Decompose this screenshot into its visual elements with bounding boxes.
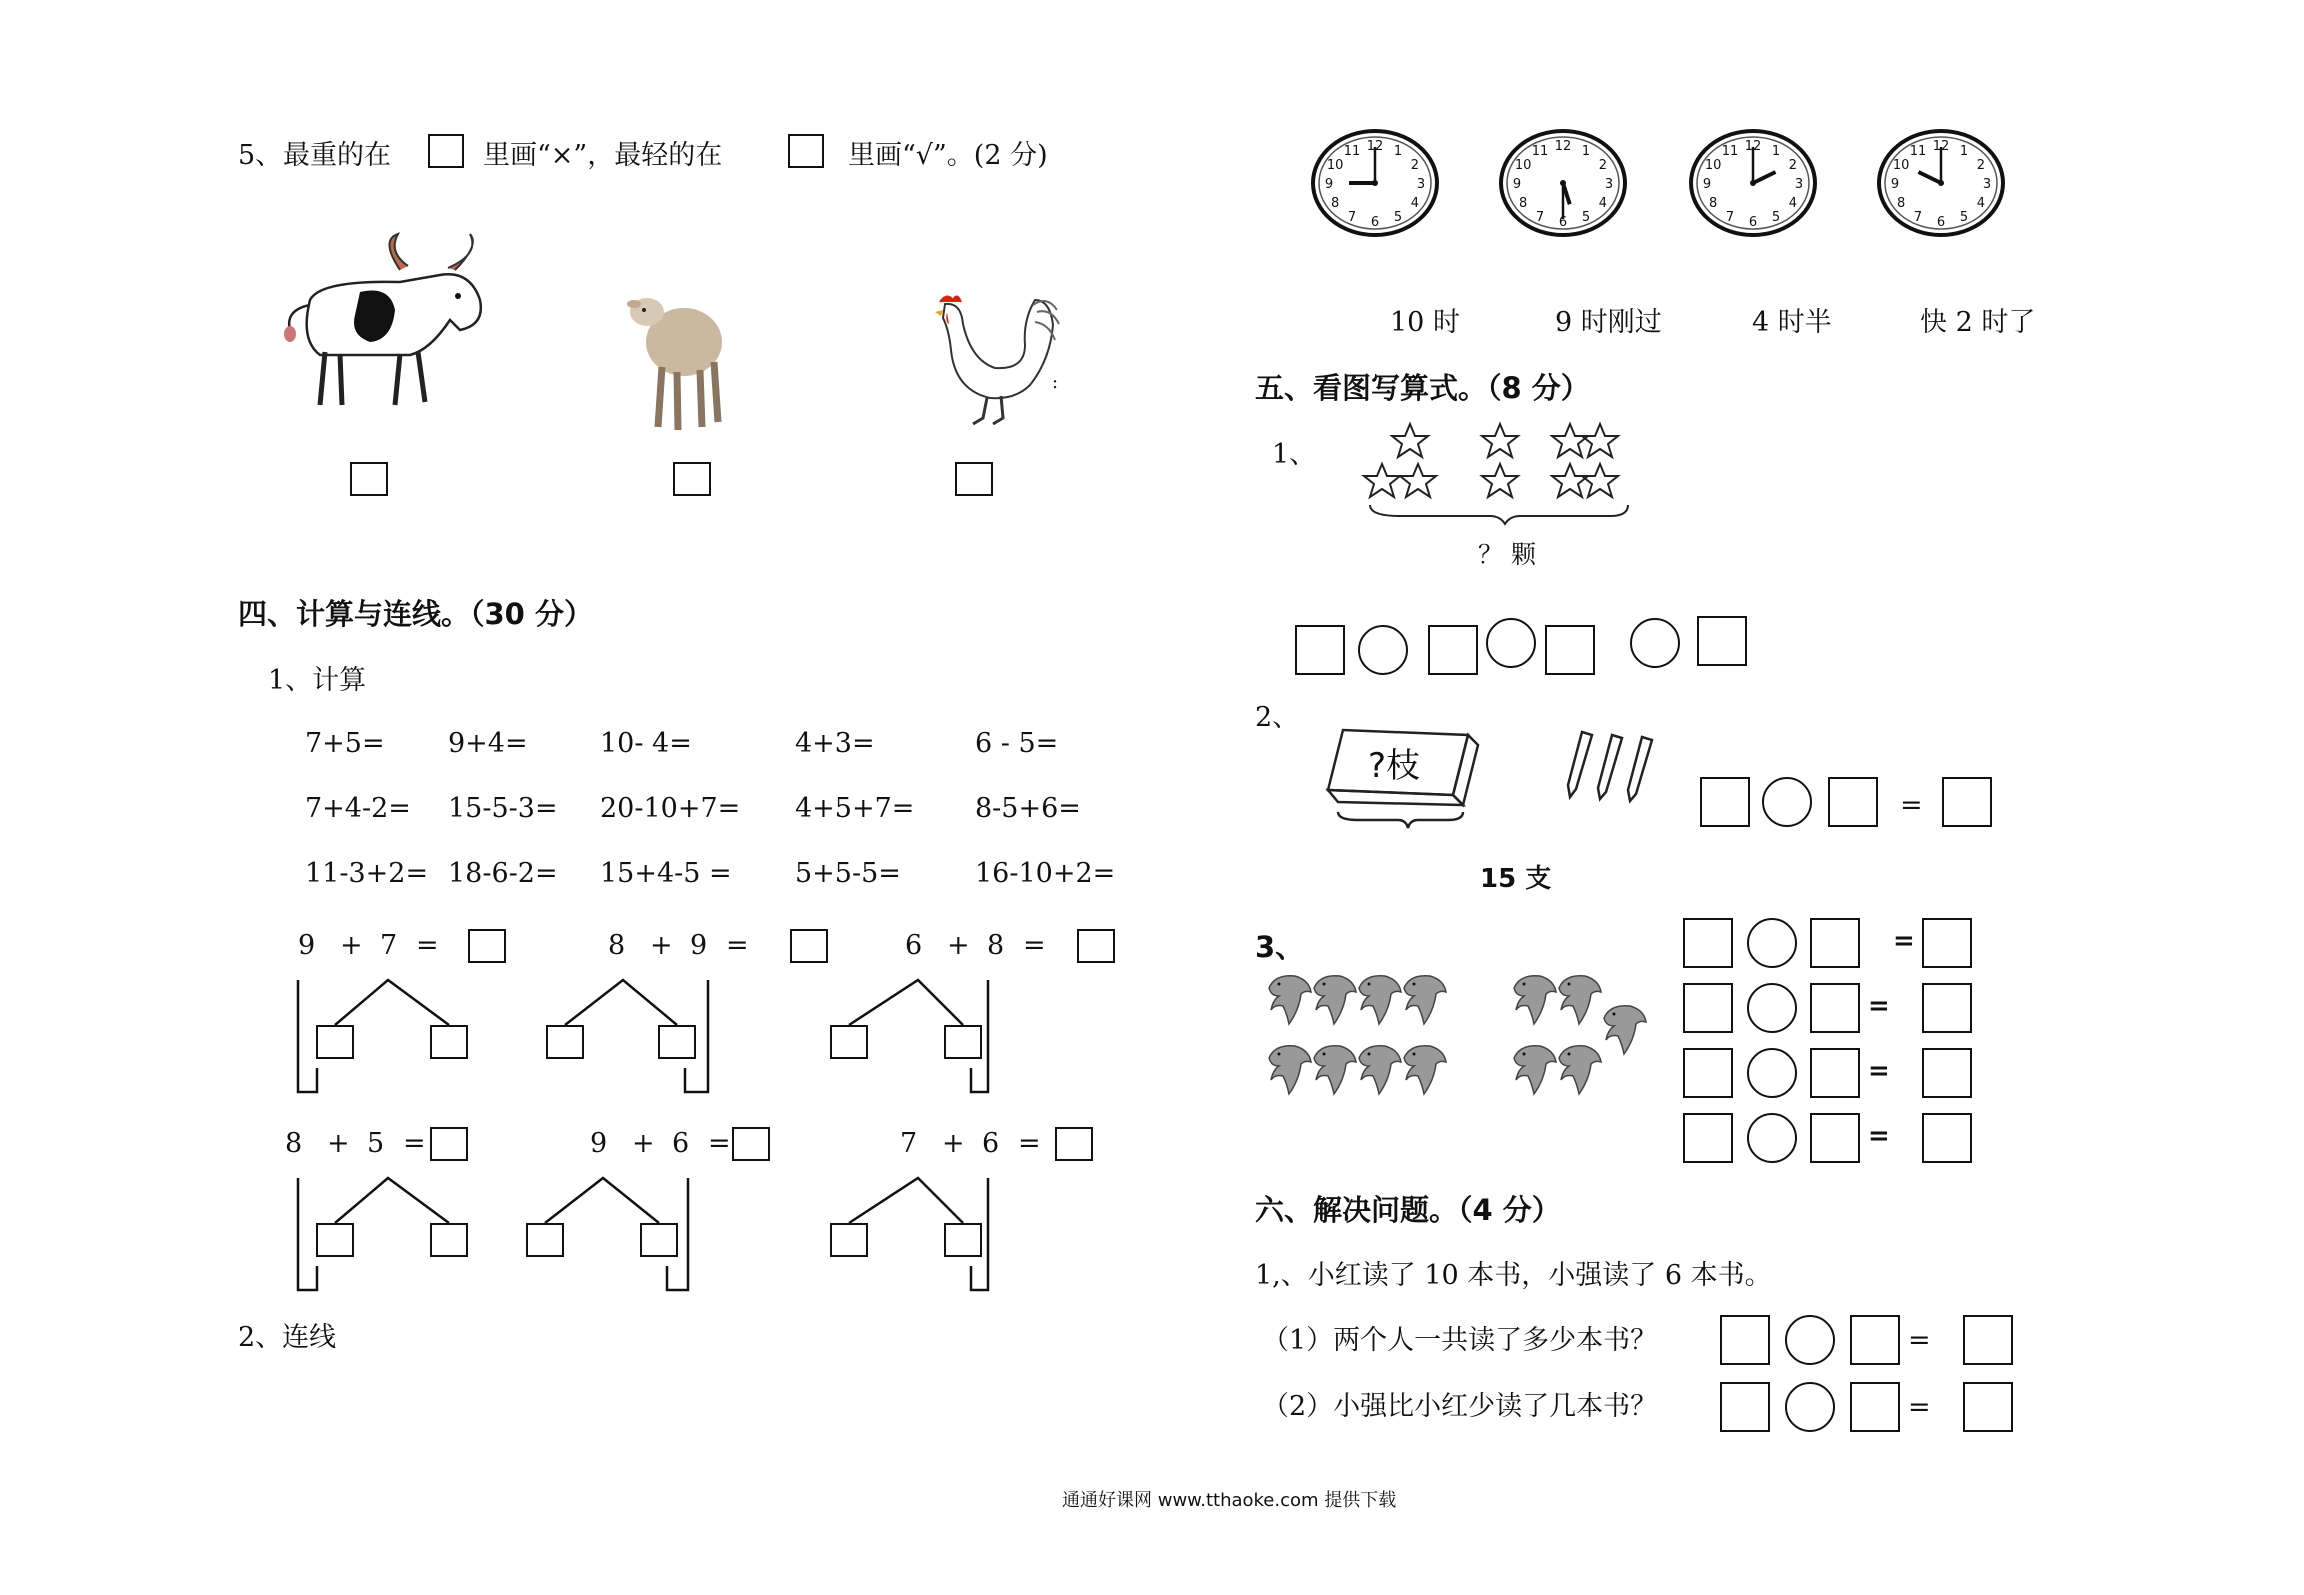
q3-equals: =	[1868, 991, 1890, 1021]
q3-circle[interactable]	[1747, 983, 1797, 1033]
footer: 通通好课网 www.tthaoke.com 提供下载	[1062, 1490, 1397, 1511]
s6-circle[interactable]	[1785, 1315, 1835, 1365]
cow-illustration	[280, 230, 500, 415]
q3-box-b[interactable]	[1810, 1113, 1860, 1163]
split-addend-a: 6	[905, 930, 923, 961]
split-plus: +	[632, 1128, 655, 1159]
stars-caption: ？ 颗	[1478, 540, 1536, 569]
calc-answer-blank[interactable]	[1075, 793, 1135, 827]
svg-text:11: 11	[1531, 144, 1549, 160]
svg-text:3: 3	[1416, 177, 1426, 192]
split-addend-a: 7	[900, 1128, 918, 1159]
svg-text:1: 1	[1959, 144, 1969, 160]
s6-box-result[interactable]	[1963, 1382, 2013, 1432]
q5-number: 5、	[238, 140, 283, 171]
q3-equals: =	[1868, 1121, 1890, 1151]
svg-text:12: 12	[1366, 139, 1384, 154]
svg-text:7: 7	[1535, 209, 1545, 225]
q3-box-result[interactable]	[1922, 1048, 1972, 1098]
calc-answer-blank[interactable]	[730, 858, 790, 892]
svg-text:7: 7	[1913, 209, 1923, 225]
dolphin-icon	[1510, 1040, 1560, 1098]
q2-box-1[interactable]	[1700, 777, 1750, 827]
calc-expression: 9+4=	[448, 728, 528, 759]
split-part-box-left[interactable]	[830, 1025, 868, 1059]
calc-expression: 8-5+6=	[975, 793, 1081, 824]
q2-box-3[interactable]	[1942, 777, 1992, 827]
q2-circle[interactable]	[1762, 777, 1812, 827]
q5-lightest-sample-box	[788, 134, 824, 168]
dolphin-icon	[1265, 970, 1315, 1028]
section5-title: 五、看图写算式。（8 分）	[1255, 371, 1590, 405]
section6-title: 六、解决问题。（4 分）	[1255, 1193, 1561, 1227]
calc-expression: 4+5+7=	[795, 793, 915, 824]
calc-expression: 5+5-5=	[795, 858, 901, 889]
calc-expression: 7+4-2=	[305, 793, 411, 824]
svg-text:2: 2	[1410, 158, 1419, 173]
calc-answer-blank[interactable]	[895, 793, 955, 827]
svg-text:12: 12	[1554, 139, 1572, 154]
q3-circle[interactable]	[1747, 1113, 1797, 1163]
svg-text:8: 8	[1897, 196, 1906, 211]
calc-expression: 4+3=	[795, 728, 875, 759]
split-plus: +	[947, 930, 970, 961]
split-addend-a: 8	[608, 930, 626, 961]
svg-text:3: 3	[1794, 177, 1804, 192]
split-equals: =	[1023, 930, 1046, 961]
split-addend-b: 7	[380, 930, 398, 961]
svg-text:3: 3	[1604, 177, 1614, 192]
section6-part2: （2）小强比小红少读了几本书？	[1262, 1391, 1658, 1422]
analog-clock	[1310, 128, 1440, 238]
q3-equals: =	[1893, 926, 1915, 956]
q1-box-2[interactable]	[1428, 625, 1478, 675]
svg-text:1: 1	[1393, 144, 1403, 160]
section5-q2-number: 2、	[1255, 702, 1300, 733]
s6-box-b[interactable]	[1850, 1315, 1900, 1365]
split-result-box[interactable]	[1055, 1127, 1093, 1161]
sheep-answer-box[interactable]	[673, 462, 711, 496]
calc-expression: 6 - 5=	[975, 728, 1059, 759]
split-part-box-right[interactable]	[430, 1025, 468, 1059]
pencil-total: 15 支	[1480, 864, 1552, 894]
svg-text:6: 6	[1936, 215, 1946, 230]
s6-box-b[interactable]	[1850, 1382, 1900, 1432]
q2-box-2[interactable]	[1828, 777, 1878, 827]
calc-answer-blank[interactable]	[375, 728, 435, 762]
calc-expression: 15-5-3=	[448, 793, 558, 824]
split-equals: =	[1018, 1128, 1041, 1159]
split-part-box-right[interactable]	[658, 1025, 696, 1059]
split-part-box-left[interactable]	[830, 1223, 868, 1257]
analog-clock	[1498, 128, 1628, 238]
split-part-box-right[interactable]	[430, 1223, 468, 1257]
split-equals: =	[416, 930, 439, 961]
svg-text:2: 2	[1976, 158, 1985, 173]
split-part-box-right[interactable]	[944, 1223, 982, 1257]
q1-circle-2[interactable]	[1486, 618, 1536, 668]
calc-answer-blank[interactable]	[700, 728, 760, 762]
split-addend-b: 5	[367, 1128, 385, 1159]
split-equals: =	[403, 1128, 426, 1159]
dolphin-icon	[1510, 970, 1560, 1028]
svg-text:4: 4	[1410, 196, 1419, 211]
svg-text:2: 2	[1598, 158, 1607, 173]
svg-text:3: 3	[1982, 177, 1992, 192]
split-result-box[interactable]	[430, 1127, 468, 1161]
calc-answer-blank[interactable]	[895, 858, 955, 892]
split-equals: =	[708, 1128, 731, 1159]
svg-text:5: 5	[1959, 209, 1969, 225]
svg-text:8: 8	[1709, 196, 1718, 211]
calc-answer-blank[interactable]	[518, 728, 578, 762]
analog-clock	[1876, 128, 2006, 238]
svg-text:11: 11	[1721, 144, 1739, 160]
svg-text:9: 9	[1512, 177, 1522, 192]
split-part-box-left[interactable]	[526, 1223, 564, 1257]
calc-answer-blank[interactable]	[730, 793, 790, 827]
s6-circle[interactable]	[1785, 1382, 1835, 1432]
calc-answer-blank[interactable]	[1105, 858, 1165, 892]
stars-illustration	[1360, 420, 1660, 530]
section6-q1: 1,、小红读了 10 本书，小强读了 6 本书。	[1255, 1260, 1772, 1291]
svg-text:8: 8	[1519, 196, 1528, 211]
svg-text:9: 9	[1324, 177, 1334, 192]
svg-text:5: 5	[1581, 209, 1591, 225]
split-result-box[interactable]	[732, 1127, 770, 1161]
svg-text:9: 9	[1890, 177, 1900, 192]
s6-box-a[interactable]	[1720, 1382, 1770, 1432]
cow-answer-box[interactable]	[350, 462, 388, 496]
q1-box-1[interactable]	[1295, 625, 1345, 675]
split-part-box-right[interactable]	[640, 1223, 678, 1257]
split-result-box[interactable]	[468, 929, 506, 963]
q2-equals: =	[1900, 790, 1923, 821]
svg-text:4: 4	[1788, 196, 1797, 211]
clock-label-1[interactable]: 10 时	[1390, 307, 1460, 338]
q1-box-3[interactable]	[1545, 625, 1595, 675]
rooster-illustration	[925, 290, 1065, 430]
q3-box-a[interactable]	[1683, 983, 1733, 1033]
svg-text:4: 4	[1976, 196, 1985, 211]
q3-box-result[interactable]	[1922, 918, 1972, 968]
q3-box-result[interactable]	[1922, 1113, 1972, 1163]
svg-text:11: 11	[1909, 144, 1927, 160]
svg-text:2: 2	[1788, 158, 1797, 173]
calc-expression: 7+5=	[305, 728, 385, 759]
split-addend-b: 8	[987, 930, 1005, 961]
split-plus: +	[340, 930, 363, 961]
svg-text:8: 8	[1331, 196, 1340, 211]
split-plus: +	[327, 1128, 350, 1159]
calc-expression: 18-6-2=	[448, 858, 558, 889]
svg-text:11: 11	[1343, 144, 1361, 160]
q3-circle[interactable]	[1747, 1048, 1797, 1098]
split-addend-a: 9	[590, 1128, 608, 1159]
q3-box-b[interactable]	[1810, 1048, 1860, 1098]
q1-box-4[interactable]	[1697, 616, 1747, 666]
split-addend-b: 6	[982, 1128, 1000, 1159]
section6-part1: （1）两个人一共读了多少本书？	[1262, 1325, 1658, 1356]
q5-heaviest-sample-box	[428, 134, 464, 168]
q3-box-a[interactable]	[1683, 918, 1733, 968]
rooster-answer-box[interactable]	[955, 462, 993, 496]
svg-text:6: 6	[1748, 215, 1758, 230]
split-addend-a: 8	[285, 1128, 303, 1159]
section4-sub1: 1、计算	[268, 665, 367, 696]
svg-text:7: 7	[1347, 209, 1357, 225]
pencils-illustration	[1562, 727, 1662, 802]
clock-label-2[interactable]: 9 时刚过	[1555, 307, 1662, 338]
q5-text-c: 里画“√”。(2 分)	[848, 140, 1048, 171]
dolphin-icon	[1355, 970, 1405, 1028]
dolphin-icon	[1600, 1000, 1650, 1058]
clock-label-4[interactable]: 快 2 时了	[1920, 307, 2036, 338]
split-result-box[interactable]	[790, 929, 828, 963]
dolphin-icon	[1310, 1040, 1360, 1098]
svg-text:6: 6	[1370, 215, 1380, 230]
dolphin-icon	[1355, 1040, 1405, 1098]
svg-text:6: 6	[1558, 215, 1568, 230]
s6-box-a[interactable]	[1720, 1315, 1770, 1365]
dolphin-icon	[1265, 1040, 1315, 1098]
q5-text-b: 里画“×”，最轻的在	[483, 140, 723, 171]
q1-circle-1[interactable]	[1358, 625, 1408, 675]
q3-equals: =	[1868, 1056, 1890, 1086]
split-result-box[interactable]	[1077, 929, 1115, 963]
svg-text:12: 12	[1932, 139, 1950, 154]
svg-text:1: 1	[1581, 144, 1591, 160]
q3-circle[interactable]	[1747, 918, 1797, 968]
svg-text:10: 10	[1514, 158, 1532, 173]
split-plus: +	[942, 1128, 965, 1159]
section4-sub2: 2、连线	[238, 1322, 337, 1353]
svg-text:4: 4	[1598, 196, 1607, 211]
split-addend-a: 9	[298, 930, 316, 961]
s6-equals: =	[1908, 1392, 1931, 1423]
split-part-box-left[interactable]	[316, 1025, 354, 1059]
svg-text:7: 7	[1725, 209, 1735, 225]
q1-circle-3[interactable]	[1630, 618, 1680, 668]
calc-expression: 20-10+7=	[600, 793, 741, 824]
calc-expression: 16-10+2=	[975, 858, 1116, 889]
calc-answer-blank[interactable]	[1075, 728, 1135, 762]
split-part-box-left[interactable]	[316, 1223, 354, 1257]
split-part-box-right[interactable]	[944, 1025, 982, 1059]
svg-text:12: 12	[1744, 139, 1762, 154]
stray-mark: :	[1052, 372, 1059, 393]
svg-text:10: 10	[1704, 158, 1722, 173]
analog-clock	[1688, 128, 1818, 238]
s6-equals: =	[1908, 1325, 1931, 1356]
q3-box-b[interactable]	[1810, 918, 1860, 968]
sheep-illustration	[622, 282, 732, 432]
dolphin-icon	[1555, 1040, 1605, 1098]
q3-box-b[interactable]	[1810, 983, 1860, 1033]
clock-label-3[interactable]: 4 时半	[1752, 307, 1832, 338]
split-part-box-left[interactable]	[546, 1025, 584, 1059]
dolphin-icon	[1555, 970, 1605, 1028]
dolphin-icon	[1400, 970, 1450, 1028]
svg-text:5: 5	[1771, 209, 1781, 225]
q5-text-a: 最重的在	[283, 140, 391, 171]
svg-text:1: 1	[1771, 144, 1781, 160]
pencil-box-label: ?枝	[1368, 746, 1421, 786]
section5-q3-number: 3、	[1255, 930, 1305, 964]
svg-text:5: 5	[1393, 209, 1403, 225]
svg-text:10: 10	[1892, 158, 1910, 173]
s6-box-result[interactable]	[1963, 1315, 2013, 1365]
calc-expression: 15+4-5 =	[600, 858, 732, 889]
split-equals: =	[726, 930, 749, 961]
calc-expression: 11-3+2=	[305, 858, 429, 889]
section4-title: 四、计算与连线。（30 分）	[238, 597, 593, 631]
split-addend-b: 9	[690, 930, 708, 961]
split-addend-b: 6	[672, 1128, 690, 1159]
dolphin-icon	[1400, 1040, 1450, 1098]
q3-box-result[interactable]	[1922, 983, 1972, 1033]
q3-box-a[interactable]	[1683, 1048, 1733, 1098]
q3-box-a[interactable]	[1683, 1113, 1733, 1163]
svg-text:10: 10	[1326, 158, 1344, 173]
calc-answer-blank[interactable]	[865, 728, 925, 762]
dolphin-icon	[1310, 970, 1360, 1028]
calc-expression: 10- 4=	[600, 728, 692, 759]
split-plus: +	[650, 930, 673, 961]
section5-q1-number: 1、	[1272, 439, 1317, 470]
svg-text:9: 9	[1702, 177, 1712, 192]
